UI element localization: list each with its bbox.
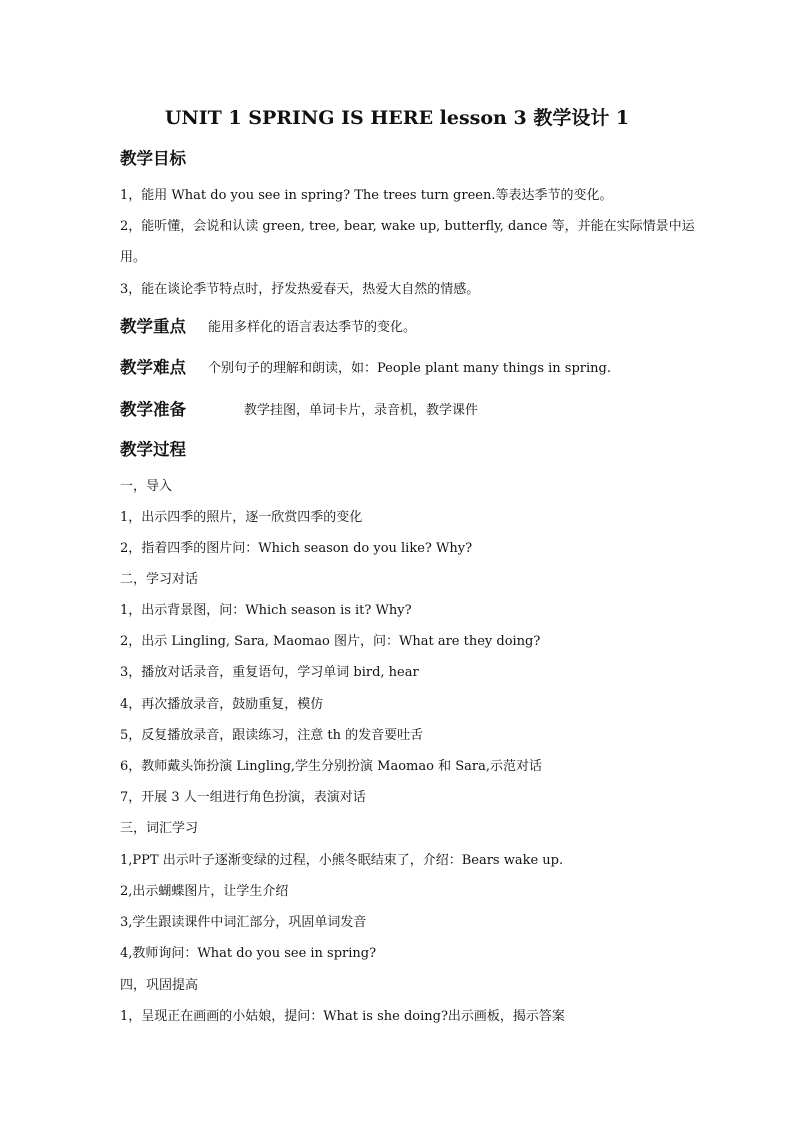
process-line: 3，播放对话录音，重复语句，学习单词 bird, hear [120, 665, 419, 680]
process-line: 2，出示 Lingling, Sara, Maomao 图片，问：What are they doing? [120, 634, 541, 649]
process-line: 1,PPT 出示叶子逐渐变绿的过程，小熊冬眠结束了，介绍：Bears wake up. [120, 853, 564, 868]
preparation-heading: 教学准备 [120, 400, 186, 419]
goal-item-1: 1，能用 What do you see in spring? The trees turn green.等表达季节的变化。 [120, 188, 613, 203]
process-heading: 教学过程 [120, 440, 186, 459]
difficulties-text: 个别句子的理解和朗读，如：People plant many things in spring. [208, 361, 611, 376]
goal-item-2-cont: 用。 [120, 250, 147, 265]
process-line: 3,学生跟读课件中词汇部分，巩固单词发音 [120, 915, 367, 930]
process-line: 7，开展 3 人一组进行角色扮演，表演对话 [120, 790, 366, 805]
process-line: 二，学习对话 [120, 572, 199, 587]
key-points-text: 能用多样化的语言表达季节的变化。 [208, 320, 417, 335]
document-title: UNIT 1 SPRING IS HERE lesson 3 教学设计 1 [164, 107, 630, 129]
process-line: 4,教师询问：What do you see in spring? [120, 946, 377, 961]
process-line: 三，词汇学习 [120, 821, 199, 836]
process-line: 四，巩固提高 [120, 978, 199, 993]
process-line: 5，反复播放录音，跟读练习，注意 th 的发音要吐舌 [120, 728, 424, 743]
difficulties-heading: 教学难点 [120, 358, 186, 377]
preparation-text: 教学挂图，单词卡片，录音机，教学课件 [244, 403, 479, 418]
process-line: 1，出示背景图，问：Which season is it? Why? [120, 603, 412, 618]
process-line: 1，呈现正在画画的小姑娘，提问：What is she doing?出示画板，揭示答案 [120, 1009, 565, 1024]
process-line: 2,出示蝴蝶图片，让学生介绍 [120, 884, 289, 899]
process-line: 4，再次播放录音，鼓励重复，模仿 [120, 697, 324, 712]
key-points-heading: 教学重点 [120, 317, 186, 336]
process-line: 一，导入 [120, 479, 173, 494]
goals-heading: 教学目标 [120, 149, 186, 168]
process-line: 2，指着四季的图片问：Which season do you like? Why? [120, 541, 473, 556]
goal-item-2: 2，能听懂，会说和认读 green, tree, bear, wake up, butterfly, dance 等，并能在实际情景中运 [120, 219, 695, 234]
goal-item-3: 3，能在谈论季节特点时，抒发热爱春天，热爱大自然的情感。 [120, 282, 480, 297]
process-line: 1，出示四季的照片，逐一欣赏四季的变化 [120, 510, 363, 525]
process-line: 6，教师戴头饰扮演 Lingling,学生分别扮演 Maomao 和 Sara,示范对话 [120, 759, 542, 774]
